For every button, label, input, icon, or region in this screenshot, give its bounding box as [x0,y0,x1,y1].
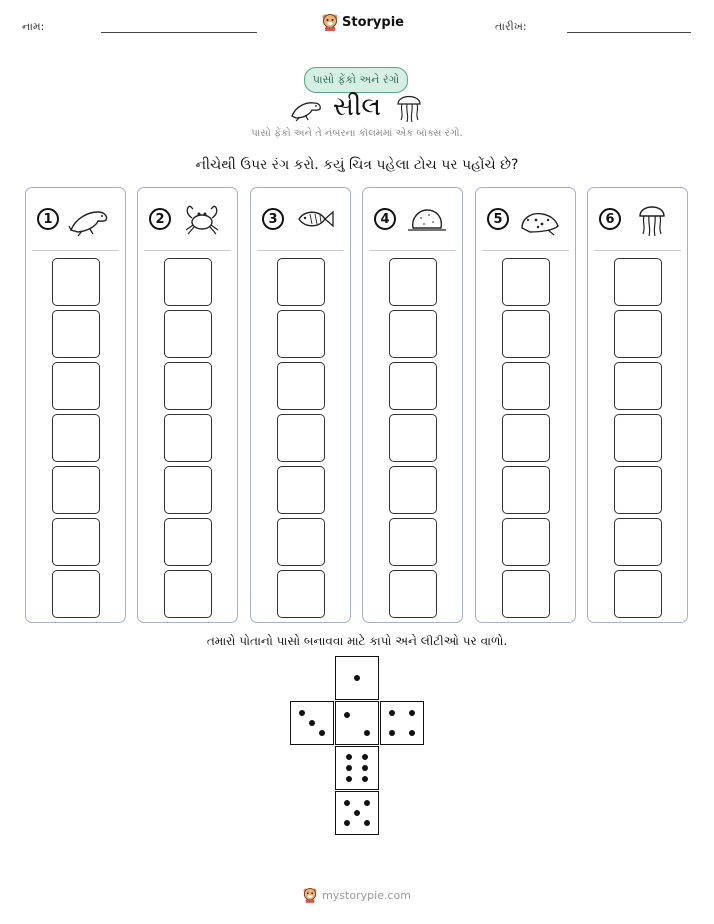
die-pip [362,776,368,782]
die-pip [389,710,395,716]
die-pip [354,675,360,681]
column-number: 5 [487,208,509,230]
column-number: 4 [374,208,396,230]
jellyfish-icon [630,200,674,238]
column-1 [25,187,126,623]
color-box[interactable] [52,310,100,358]
color-box[interactable] [502,414,550,462]
color-box[interactable] [614,258,662,306]
color-box[interactable] [389,310,437,358]
name-line [101,32,257,33]
color-box[interactable] [52,258,100,306]
color-box[interactable] [502,570,550,618]
color-box[interactable] [389,414,437,462]
storypie-bear-icon [303,887,317,903]
column-header [26,188,125,250]
column-header [588,188,687,250]
color-box[interactable] [502,310,550,358]
die-pip [409,730,415,736]
name-label: નામ: [22,20,45,33]
game-badge: પાસો ફેંકો અને રંગો [304,67,408,93]
die-pip [344,800,350,806]
column-divider [369,250,456,251]
color-box[interactable] [389,518,437,566]
color-box[interactable] [52,466,100,514]
color-box[interactable] [164,310,212,358]
column-header [363,188,462,250]
color-box[interactable] [52,414,100,462]
column-6 [587,187,688,623]
die-pip [346,754,352,760]
color-box[interactable] [277,518,325,566]
column-3 [250,187,351,623]
color-box[interactable] [164,414,212,462]
color-box[interactable] [614,466,662,514]
die-pip [362,765,368,771]
color-box[interactable] [52,362,100,410]
column-4 [362,187,463,623]
color-box[interactable] [614,518,662,566]
die-pip [344,820,350,826]
logo [322,13,404,31]
color-box[interactable] [614,310,662,358]
date-label: તારીખ: [495,20,527,33]
die-pip [364,730,370,736]
color-box[interactable] [502,466,550,514]
color-box[interactable] [502,258,550,306]
rock-icon [405,200,449,238]
color-box[interactable] [614,414,662,462]
die-instruction: તમારો પોતાનો પાસો બનાવવા માટે કાપો અને લીટીઓ પર વાળો. [206,634,508,648]
column-divider [482,250,569,251]
die-pip [389,730,395,736]
color-box[interactable] [277,570,325,618]
die-face-four [380,701,424,745]
column-number: 2 [149,208,171,230]
color-box[interactable] [277,414,325,462]
color-box[interactable] [389,258,437,306]
seal-icon [68,200,112,238]
color-box[interactable] [277,258,325,306]
color-box[interactable] [52,570,100,618]
die-pip [364,800,370,806]
die-pip [346,776,352,782]
die-pip [344,712,350,718]
color-box[interactable] [614,362,662,410]
subtitle: પાસો ફેંકો અને તે નંબરના કૉલમમાં એક બૉક્સ રંગો. [251,128,463,139]
die-pip [319,730,325,736]
storypie-bear-icon [322,13,338,31]
color-box[interactable] [389,466,437,514]
column-divider [257,250,344,251]
die-pip [409,710,415,716]
die-face-six [335,746,379,790]
question: નીચેથી ઉપર રંગ કરો. કયું ચિત્ર પહેલા ટોચ પર પહોંચે છે? [195,157,519,173]
footer [257,887,457,903]
page-title: સીલ [332,92,382,122]
die-face-three [290,701,334,745]
color-box[interactable] [164,466,212,514]
color-box[interactable] [389,570,437,618]
color-box[interactable] [164,570,212,618]
die-pip [309,720,315,726]
die-pip [346,765,352,771]
color-box[interactable] [502,518,550,566]
column-number: 6 [599,208,621,230]
die-face-five [335,791,379,835]
column-divider [144,250,231,251]
color-box[interactable] [389,362,437,410]
title-jellyfish-icon [394,90,424,124]
die-pip [354,810,360,816]
crab-icon [180,200,224,238]
color-box[interactable] [277,362,325,410]
spotted-seal-icon [518,200,562,238]
logo-text: Storypie [342,14,404,30]
column-number: 3 [262,208,284,230]
color-box[interactable] [164,518,212,566]
column-header [138,188,237,250]
color-box[interactable] [52,518,100,566]
color-box[interactable] [164,362,212,410]
date-line [567,32,691,33]
column-5 [475,187,576,623]
column-divider [594,250,681,251]
die-pip [362,754,368,760]
footer-site: mystorypie.com [322,888,411,902]
die-face-one [335,656,379,700]
color-box[interactable] [277,310,325,358]
color-box[interactable] [614,570,662,618]
color-box[interactable] [277,466,325,514]
color-box[interactable] [164,258,212,306]
die-face-two [335,701,379,745]
column-number: 1 [37,208,59,230]
column-divider [32,250,119,251]
die-pip [299,710,305,716]
column-header [476,188,575,250]
die-pip [364,820,370,826]
fish-icon [293,200,337,238]
column-header [251,188,350,250]
die-net [290,656,424,836]
column-2 [137,187,238,623]
color-box[interactable] [502,362,550,410]
